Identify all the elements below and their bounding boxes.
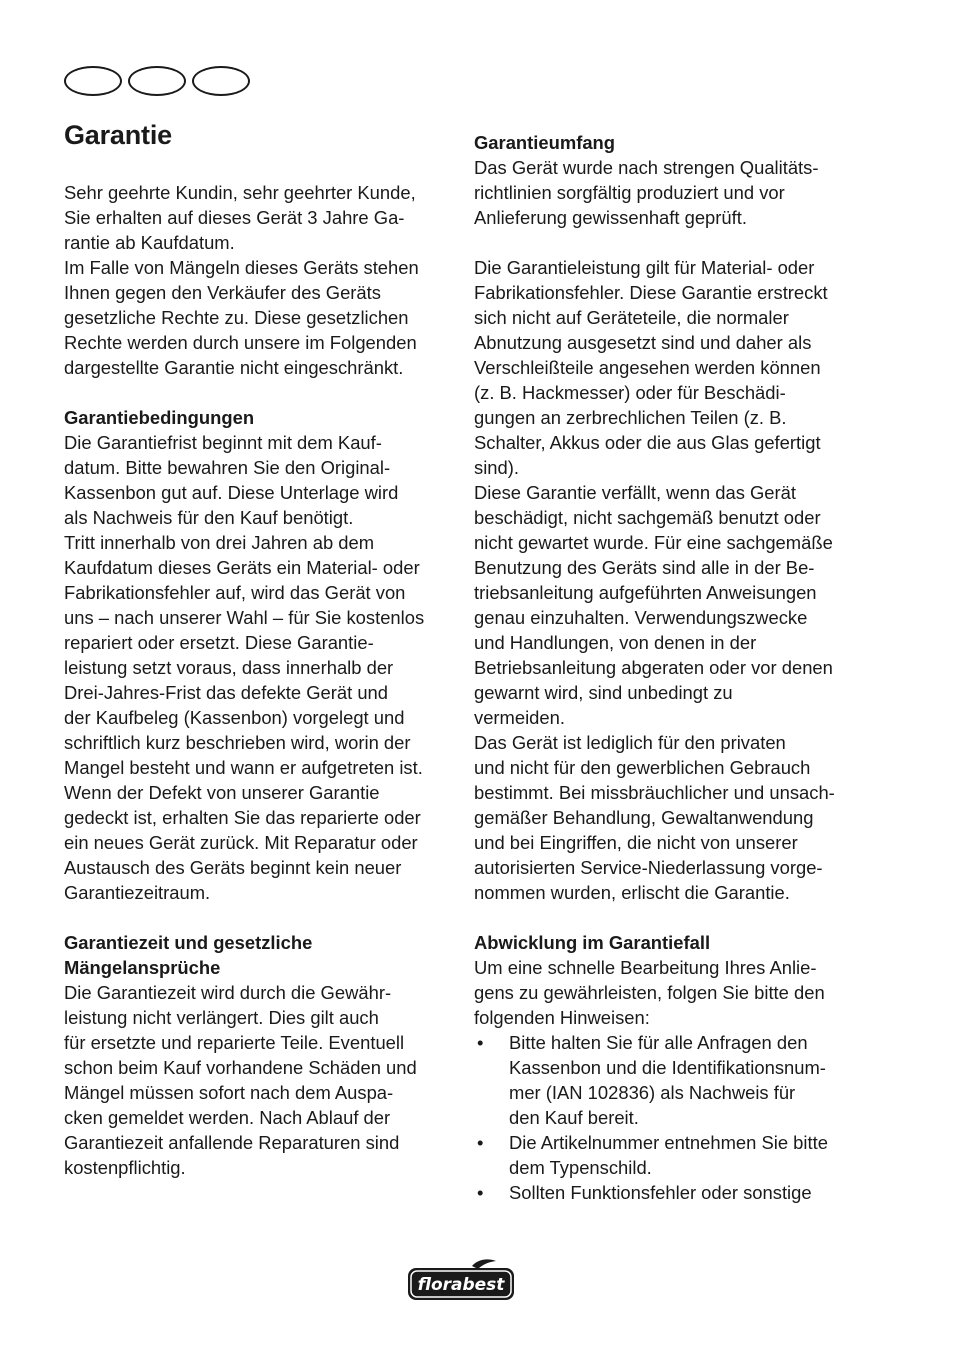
- text-line: Kassenbon gut auf. Diese Unterlage wird: [64, 482, 399, 503]
- text-line: nommen wurden, erlischt die Garantie.: [474, 882, 790, 903]
- text-line: Fabrikationsfehler. Diese Garantie erstreckt: [474, 282, 828, 303]
- claim-bullet-item: [474, 1030, 869, 1130]
- text-line: leistung setzt voraus, dass innerhalb der: [64, 657, 394, 678]
- text-line: sind).: [474, 457, 519, 478]
- text-line: als Nachweis für den Kauf benötigt.: [64, 507, 354, 528]
- scope-paragraph-2: [474, 255, 869, 905]
- text-line: repariert oder ersetzt. Diese Garantie-: [64, 632, 374, 653]
- language-oval-3: [192, 66, 250, 96]
- text-line: rantie ab Kaufdatum.: [64, 232, 235, 253]
- text-line: richtlinien sorgfältig produziert und vor: [474, 182, 785, 203]
- bullet-line: Bitte halten Sie für alle Anfragen den: [509, 1032, 808, 1053]
- text-line: (z. B. Hackmesser) oder für Beschädi-: [474, 382, 786, 403]
- text-line: Schalter, Akkus oder die aus Glas gefertigt: [474, 432, 821, 453]
- text-line: Tritt innerhalb von drei Jahren ab dem: [64, 532, 375, 553]
- logo-text: florabest: [417, 1275, 505, 1295]
- text-line: Die Garantiezeit wird durch die Gewähr-: [64, 982, 392, 1003]
- period-heading-line: Mängelansprüche: [64, 957, 221, 978]
- text-line: gungen an zerbrechlichen Teilen (z. B.: [474, 407, 787, 428]
- text-line: Sie erhalten auf dieses Gerät 3 Jahre Ga-: [64, 207, 405, 228]
- text-line: Abnutzung ausgesetzt sind und daher als: [474, 332, 812, 353]
- text-line: Verschleißteile angesehen werden können: [474, 357, 821, 378]
- text-line: Anlieferung gewissenhaft geprüft.: [474, 207, 747, 228]
- conditions-heading: Garantiebedingungen: [64, 407, 255, 428]
- text-line: Um eine schnelle Bearbeitung Ihres Anlie-: [474, 957, 817, 978]
- text-line: schriftlich kurz beschrieben wird, worin der: [64, 732, 411, 753]
- text-line: triebsanleitung aufgeführten Anweisungen: [474, 582, 817, 603]
- text-line: Das Gerät wurde nach strengen Qualitäts-: [474, 157, 819, 178]
- bullet-line: mer (IAN 102836) als Nachweis für: [509, 1082, 796, 1103]
- text-line: Betriebsanleitung abgeraten oder vor denen: [474, 657, 833, 678]
- conditions-paragraph: [64, 430, 454, 905]
- text-line: gemäßer Behandlung, Gewaltanwendung: [474, 807, 814, 828]
- leaf-shape: [472, 1259, 496, 1269]
- text-line: Ihnen gegen den Verkäufer des Geräts: [64, 282, 381, 303]
- text-line: Garantiezeit anfallende Reparaturen sind: [64, 1132, 400, 1153]
- text-line: der Kaufbeleg (Kassenbon) vorgelegt und: [64, 707, 405, 728]
- language-oval-2: [128, 66, 186, 96]
- text-line: und Handlungen, von denen in der: [474, 632, 757, 653]
- bullet-line: Sollten Funktionsfehler oder sonstige: [509, 1182, 812, 1203]
- text-line: Austausch des Geräts beginnt kein neuer: [64, 857, 402, 878]
- text-line: Wenn der Defekt von unserer Garantie: [64, 782, 380, 803]
- text-line: Fabrikationsfehler auf, wird das Gerät von: [64, 582, 406, 603]
- bullet-line: Die Artikelnummer entnehmen Sie bitte: [509, 1132, 828, 1153]
- text-line: Mangel besteht und wann er aufgetreten ist.: [64, 757, 423, 778]
- claim-bullet-item: [474, 1180, 869, 1205]
- text-line: für ersetzte und reparierte Teile. Eventuell: [64, 1032, 405, 1053]
- intro-paragraph: [64, 180, 454, 380]
- text-line: gesetzliche Rechte zu. Diese gesetzlichen: [64, 307, 409, 328]
- text-line: uns – nach unserer Wahl – für Sie kostenlos: [64, 607, 425, 628]
- text-line: genau einzuhalten. Verwendungszwecke: [474, 607, 808, 628]
- claim-heading: Abwicklung im Garantiefall: [474, 932, 711, 953]
- text-line: nicht gewartet wurde. Für eine sachgemäße: [474, 532, 833, 553]
- text-line: ein neues Gerät zurück. Mit Reparatur oder: [64, 832, 418, 853]
- text-line: cken gemeldet werden. Nach Ablauf der: [64, 1107, 391, 1128]
- text-line: sich nicht auf Geräteteile, die normaler: [474, 307, 789, 328]
- text-line: autorisierten Service-Niederlassung vorge-: [474, 857, 823, 878]
- text-line: leistung nicht verlängert. Dies gilt auch: [64, 1007, 379, 1028]
- text-line: Sehr geehrte Kundin, sehr geehrter Kunde,: [64, 182, 416, 203]
- text-line: Im Falle von Mängeln dieses Geräts stehen: [64, 257, 419, 278]
- text-line: kostenpflichtig.: [64, 1157, 186, 1178]
- text-line: Die Garantieleistung gilt für Material- oder: [474, 257, 815, 278]
- period-paragraph: [64, 980, 454, 1180]
- text-line: und bei Eingriffen, die nicht von unserer: [474, 832, 798, 853]
- bullet-dot: •: [477, 1132, 484, 1153]
- text-line: Die Garantiefrist beginnt mit dem Kauf-: [64, 432, 382, 453]
- florabest-logo: [406, 1258, 516, 1302]
- text-line: schon beim Kauf vorhandene Schäden und: [64, 1057, 417, 1078]
- bullet-dot: •: [477, 1182, 484, 1203]
- text-line: vermeiden.: [474, 707, 565, 728]
- text-line: gens zu gewährleisten, folgen Sie bitte den: [474, 982, 825, 1003]
- text-line: Diese Garantie verfällt, wenn das Gerät: [474, 482, 796, 503]
- text-line: datum. Bitte bewahren Sie den Original-: [64, 457, 391, 478]
- text-line: Mängel müssen sofort nach dem Auspa-: [64, 1082, 394, 1103]
- bullet-line: den Kauf bereit.: [509, 1107, 639, 1128]
- claim-bullet-item: [474, 1130, 869, 1180]
- text-line: gedeckt ist, erhalten Sie das reparierte oder: [64, 807, 421, 828]
- scope-paragraph-1: [474, 155, 869, 230]
- text-line: Benutzung des Geräts sind alle in der Be-: [474, 557, 815, 578]
- text-line: beschädigt, nicht sachgemäß benutzt oder: [474, 507, 821, 528]
- bullet-dot: •: [477, 1032, 484, 1053]
- page-title: Garantie: [64, 120, 172, 150]
- language-oval-1: [64, 66, 122, 96]
- text-line: Garantiezeitraum.: [64, 882, 211, 903]
- claim-paragraph: [474, 955, 869, 1030]
- bullet-line: dem Typenschild.: [509, 1157, 652, 1178]
- text-line: Das Gerät ist lediglich für den privaten: [474, 732, 786, 753]
- text-line: dargestellte Garantie nicht eingeschränkt.: [64, 357, 404, 378]
- text-line: bestimmt. Bei missbräuchlicher und unsach-: [474, 782, 835, 803]
- bullet-line: Kassenbon und die Identifikationsnum-: [509, 1057, 826, 1078]
- right-column: [474, 130, 869, 1205]
- left-column: [64, 130, 454, 1180]
- text-line: und nicht für den gewerblichen Gebrauch: [474, 757, 811, 778]
- text-line: Rechte werden durch unsere im Folgenden: [64, 332, 417, 353]
- florabest-logo-graphic: [406, 1258, 516, 1302]
- period-heading: [64, 930, 454, 980]
- text-line: Drei-Jahres-Frist das defekte Gerät und: [64, 682, 389, 703]
- text-line: folgenden Hinweisen:: [474, 1007, 650, 1028]
- text-line: Kaufdatum dieses Geräts ein Material- oder: [64, 557, 420, 578]
- claim-bullet-list: [474, 1030, 869, 1205]
- period-heading-line: Garantiezeit und gesetzliche: [64, 932, 313, 953]
- text-line: gewarnt wird, sind unbedingt zu: [474, 682, 733, 703]
- scope-heading: Garantieumfang: [474, 132, 616, 153]
